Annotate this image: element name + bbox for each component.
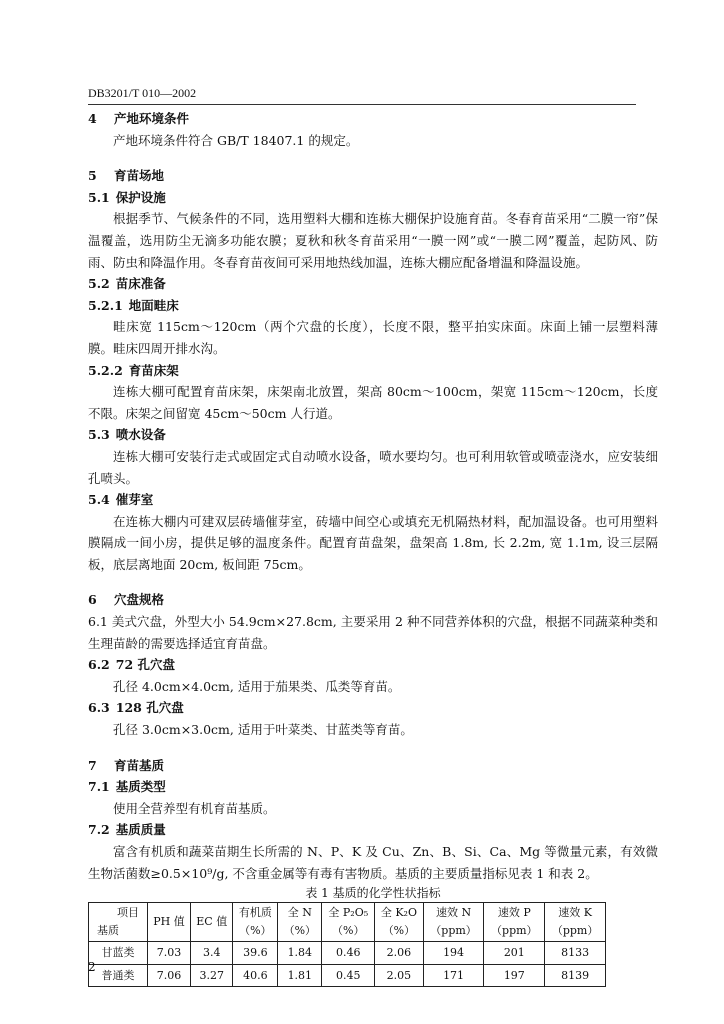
header-unit: （ppm） xyxy=(551,924,599,938)
section-number: 5 xyxy=(88,168,97,184)
table-cell: 2.06 xyxy=(375,942,424,965)
section-number: 5.3 xyxy=(88,427,110,443)
section-7-2-heading xyxy=(88,819,658,841)
section-title: 喷水设备 xyxy=(115,427,166,443)
paragraph: 产地环境条件符合 GB/T 18407.1 的规定。 xyxy=(113,132,359,148)
table-row xyxy=(89,942,606,965)
document-body xyxy=(88,108,658,987)
table-cell: 8139 xyxy=(545,964,606,987)
header-line: PH 值 xyxy=(153,915,185,929)
table-cell: 40.6 xyxy=(233,964,278,987)
column-header xyxy=(233,903,278,942)
section-title: 育苗床架 xyxy=(128,362,179,378)
section-5-1-heading xyxy=(88,187,658,209)
section-number: 7 xyxy=(88,757,97,773)
section-title: 育苗场地 xyxy=(114,168,165,184)
section-title: 育苗基质 xyxy=(114,757,165,773)
column-header xyxy=(148,903,191,942)
paragraph: 孔径 4.0cm×4.0cm, 适用于茄果类、瓜类等育苗。 xyxy=(113,678,401,694)
table-cell: 0.46 xyxy=(322,942,375,965)
header-line: 速效 N xyxy=(436,906,472,920)
page-number: 2 xyxy=(88,960,96,974)
table-cell: 201 xyxy=(484,942,545,965)
section-5-2-2-heading xyxy=(88,360,658,382)
section-title: 产地环境条件 xyxy=(114,111,190,126)
header-unit: （ppm） xyxy=(430,924,477,938)
section-5-2-1-heading xyxy=(88,295,658,317)
header-line: 全 P₂O₅ xyxy=(328,906,369,920)
table-cell: 39.6 xyxy=(233,942,278,965)
table-cell: 7.06 xyxy=(148,964,191,987)
header-line: 速效 K xyxy=(558,906,592,920)
section-number: 7.2 xyxy=(88,822,110,838)
header-unit: （%） xyxy=(283,924,317,938)
corner-top-label: 项目 xyxy=(117,906,139,920)
section-5-3-heading xyxy=(88,424,658,446)
header-line: 全 K₂O xyxy=(380,906,417,920)
table-row xyxy=(89,964,606,987)
section-number: 5.1 xyxy=(88,189,110,205)
section-number: 4 xyxy=(88,111,97,126)
table-cell: 7.03 xyxy=(148,942,191,965)
section-title: 保护设施 xyxy=(115,189,166,205)
header-line: 有机质 xyxy=(238,906,272,920)
table-header-row xyxy=(89,903,606,942)
section-7-heading xyxy=(88,755,658,777)
table-caption: 表 1 基质的化学性状指标 xyxy=(305,886,441,901)
table-cell: 171 xyxy=(423,964,484,987)
table-cell: 194 xyxy=(423,942,484,965)
paragraph: 在连栋大棚内可建双层砖墙催芽室，砖墙中间空心或填充无机隔热材料，配加温设备。也可用塑料膜隔成一间小房，提供足够的温度条件。配置育苗盘架，盘架高 1.8m, 长 2.2m, 宽 1.1m, 设三层隔板，底层离地面 20cm, 板间距 75cm。 xyxy=(88,513,658,572)
section-title: 128 孔穴盘 xyxy=(115,700,184,716)
paragraph: 根据季节、气候条件的不同，选用塑料大棚和连栋大棚保护设施育苗。冬春育苗采用“二膜一帘”保温覆盖，选用防尘无滴多功能农膜；夏秋和秋冬育苗采用“一膜一网”或“一膜二网”覆盖，起防风、防雨、防虫和降温作用。冬春育苗夜间可采用地热线加温，连栋大棚应配备增温和降温设施。 xyxy=(88,211,658,270)
paragraph: 畦床宽 115cm～120cm（两个穴盘的长度），长度不限，整平拍实床面。床面上铺一层塑料薄膜。畦床四周开排水沟。 xyxy=(88,319,658,356)
section-number: 6.3 xyxy=(88,700,110,716)
table-cell: 0.45 xyxy=(322,964,375,987)
paragraph: 孔径 3.0cm×3.0cm, 适用于叶菜类、甘蓝类等育苗。 xyxy=(113,722,413,738)
header-unit: （%） xyxy=(239,924,272,938)
row-label: 甘蓝类 xyxy=(89,942,148,965)
section-6-heading xyxy=(88,589,658,611)
corner-cell xyxy=(89,903,148,942)
corner-bottom-label: 基质 xyxy=(97,924,119,938)
document-id: DB3201/T 010—2002 xyxy=(88,86,197,100)
substrate-chemistry-table xyxy=(88,902,606,987)
section-6-3-heading xyxy=(88,697,658,719)
row-label: 普通类 xyxy=(89,964,148,987)
column-header xyxy=(191,903,233,942)
paragraph: 连栋大棚可安装行走式或固定式自动喷水设备，喷水要均匀。也可利用软管或喷壶浇水，应安装细孔喷头。 xyxy=(88,448,658,486)
section-5-heading xyxy=(88,165,658,187)
paragraph: 使用全营养型有机育苗基质。 xyxy=(113,800,276,816)
paragraph: 6.1 美式穴盘，外型大小 54.9cm×27.8cm, 主要采用 2 种不同营养体积的穴盘，根据不同蔬菜种类和生理苗龄的需要选择适宜育苗盘。 xyxy=(88,614,658,651)
section-number: 7.1 xyxy=(88,779,110,795)
section-4-heading xyxy=(88,108,658,130)
column-header xyxy=(484,903,545,942)
section-number: 6 xyxy=(88,592,97,608)
paragraph: 连栋大棚可配置育苗床架，床架南北放置，架高 80cm～100cm，架宽 115cm～120cm，长度不限。床架之间留宽 45cm～50cm 人行道。 xyxy=(88,384,658,421)
table-cell: 1.81 xyxy=(278,964,322,987)
section-number: 5.2 xyxy=(88,276,110,292)
column-header xyxy=(423,903,484,942)
column-header xyxy=(278,903,322,942)
section-number: 5.2.1 xyxy=(88,297,123,313)
table-cell: 3.4 xyxy=(191,942,233,965)
table-cell: 1.84 xyxy=(278,942,322,965)
header-unit: （ppm） xyxy=(491,924,538,938)
section-5-4-heading xyxy=(88,489,658,511)
section-number: 5.2.2 xyxy=(88,362,123,378)
section-title: 地面畦床 xyxy=(128,297,179,313)
section-number: 6.2 xyxy=(88,657,110,673)
section-5-2-heading xyxy=(88,273,658,295)
header-line: EC 值 xyxy=(196,915,228,929)
section-7-1-heading xyxy=(88,776,658,798)
table-cell: 2.05 xyxy=(375,964,424,987)
header-unit: （%） xyxy=(382,924,416,938)
header-rule xyxy=(88,104,636,105)
paragraph: 富含有机质和蔬菜苗期生长所需的 N、P、K 及 Cu、Zn、B、Si、Ca、Mg 等微量元素，有效微生物活菌数≥0.5×10⁹/g, 不含重金属等有毒有害物质。基质的主要质量指标见表 1 和表 2。 xyxy=(88,844,658,881)
section-number: 5.4 xyxy=(88,492,110,508)
section-title: 基质质量 xyxy=(115,822,166,838)
column-header xyxy=(322,903,375,942)
table-cell: 8133 xyxy=(545,942,606,965)
section-title: 72 孔穴盘 xyxy=(115,657,175,673)
section-title: 苗床准备 xyxy=(115,276,166,292)
section-6-2-heading xyxy=(88,654,658,676)
table-cell: 197 xyxy=(484,964,545,987)
header-line: 全 N xyxy=(287,906,312,920)
column-header xyxy=(375,903,424,942)
header-line: 速效 P xyxy=(497,906,531,920)
section-title: 基质类型 xyxy=(115,779,166,795)
section-title: 催芽室 xyxy=(115,492,154,508)
table-cell: 3.27 xyxy=(191,964,233,987)
header-unit: （%） xyxy=(332,924,365,938)
column-header xyxy=(545,903,606,942)
section-title: 穴盘规格 xyxy=(114,592,165,608)
